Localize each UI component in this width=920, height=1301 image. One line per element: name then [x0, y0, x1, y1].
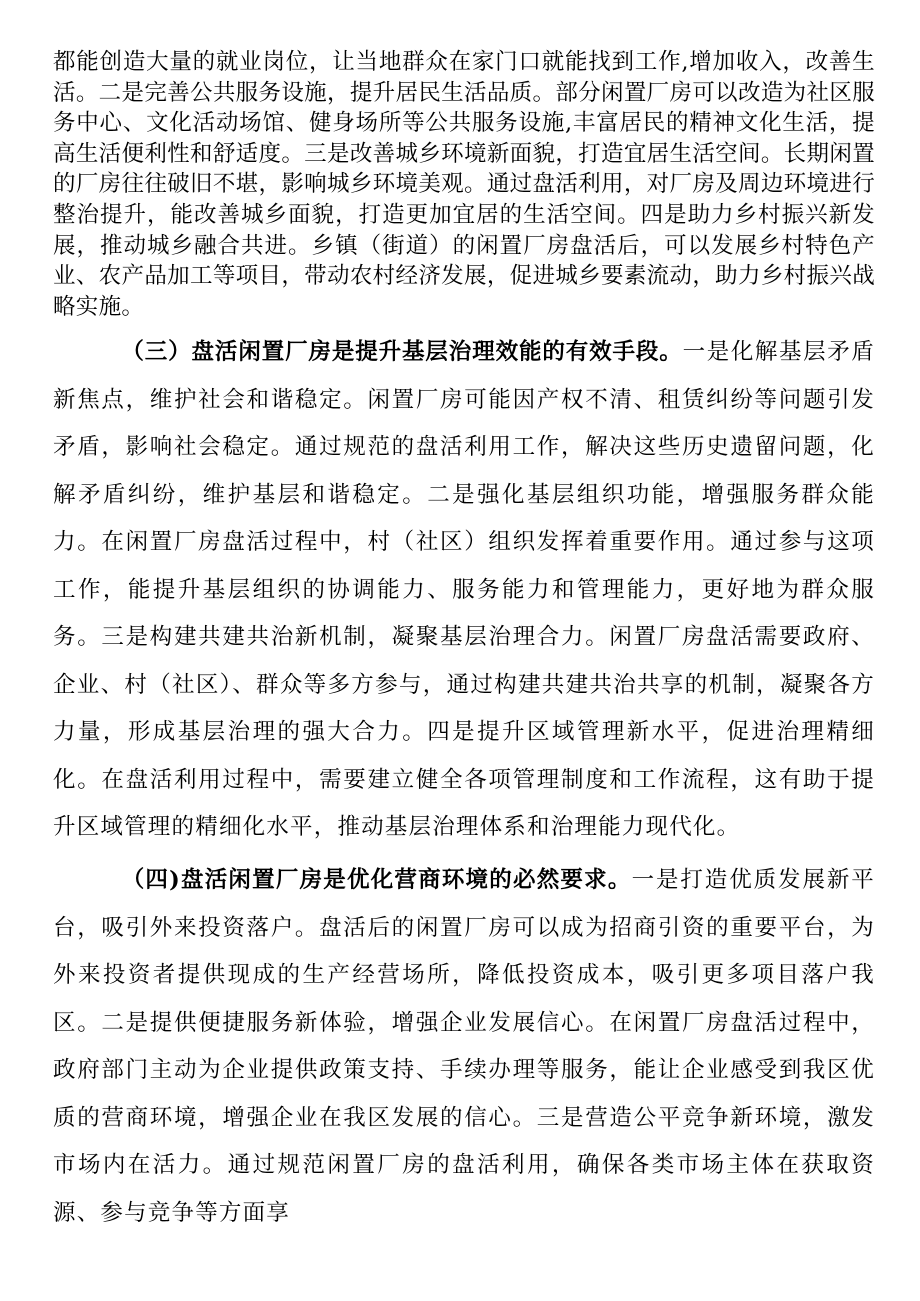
paragraph-continuation: [53, 47, 875, 322]
paragraph-text: 都能创造大量的就业岗位，让当地群众在家门口就能找到工作,增加收入，改善生活。二是完善公共服务设施，提升居民生活品质。部分闲置厂房可以改造为社区服务中心、文化活动场馆、健身场所等公共服务设施,丰富居民的精神文化生活，提高生活便利性和舒适度。三是改善城乡环境新面貌，打造宜居生活空间。长期闲置的厂房往往破旧不堪，影响城乡环境美观。通过盘活利用，对厂房及周边环境进行整治提升，能改善城乡面貌，打造更加宜居的生活空间。四是助力乡村振兴新发展，推动城乡融合共进。乡镇（街道）的闲置厂房盘活后，可以发展乡村特色产业、农产品加工等项目，带动农村经济发展，促进城乡要素流动，助力乡村振兴战略实施。: [53, 49, 875, 320]
section-4-body: 一是打造优质发展新平台，吸引外来投资落户。盘活后的闲置厂房可以成为招商引资的重要平台，为外来投资者提供现成的生产经营场所，降低投资成本，吸引更多项目落户我区。二是提供便捷服务新体验，增强企业发展信心。在闲置厂房盘活过程中，政府部门主动为企业提供政策支持、手续办理等服务，能让企业感受到我区优质的营商环境，增强企业在我区发展的信心。三是营造公平竞争新环境，激发市场内在活力。通过规范闲置厂房的盘活利用，确保各类市场主体在获取资源、参与竞争等方面享: [53, 867, 875, 1226]
section-3-heading: （三）盘活闲置厂房是提升基层治理效能的有效手段。: [121, 339, 683, 365]
section-3-body: 一是化解基层矛盾新焦点，维护社会和谐稳定。闲置厂房可能因产权不清、租赁纠纷等问题引发矛盾，影响社会稳定。通过规范的盘活利用工作，解决这些历史遗留问题，化解矛盾纠纷，维护基层和谐稳定。二是强化基层组织功能，增强服务群众能力。在闲置厂房盘活过程中，村（社区）组织发挥着重要作用。通过参与这项工作，能提升基层组织的协调能力、服务能力和管理能力，更好地为群众服务。三是构建共建共治新机制，凝聚基层治理合力。闲置厂房盘活需要政府、企业、村（社区）、群众等多方参与，通过构建共建共治共享的机制，凝聚各方力量，形成基层治理的强大合力。四是提升区域管理新水平，促进治理精细化。在盘活利用过程中，需要建立健全各项管理制度和工作流程，这有助于提升区域管理的精细化水平，推动基层治理体系和治理能力现代化。: [53, 339, 875, 840]
section-4-paragraph: [53, 857, 875, 1237]
section-3-paragraph: [53, 329, 875, 852]
section-4-heading: （四)盘活闲置厂房是优化营商环境的必然要求。: [121, 867, 632, 893]
